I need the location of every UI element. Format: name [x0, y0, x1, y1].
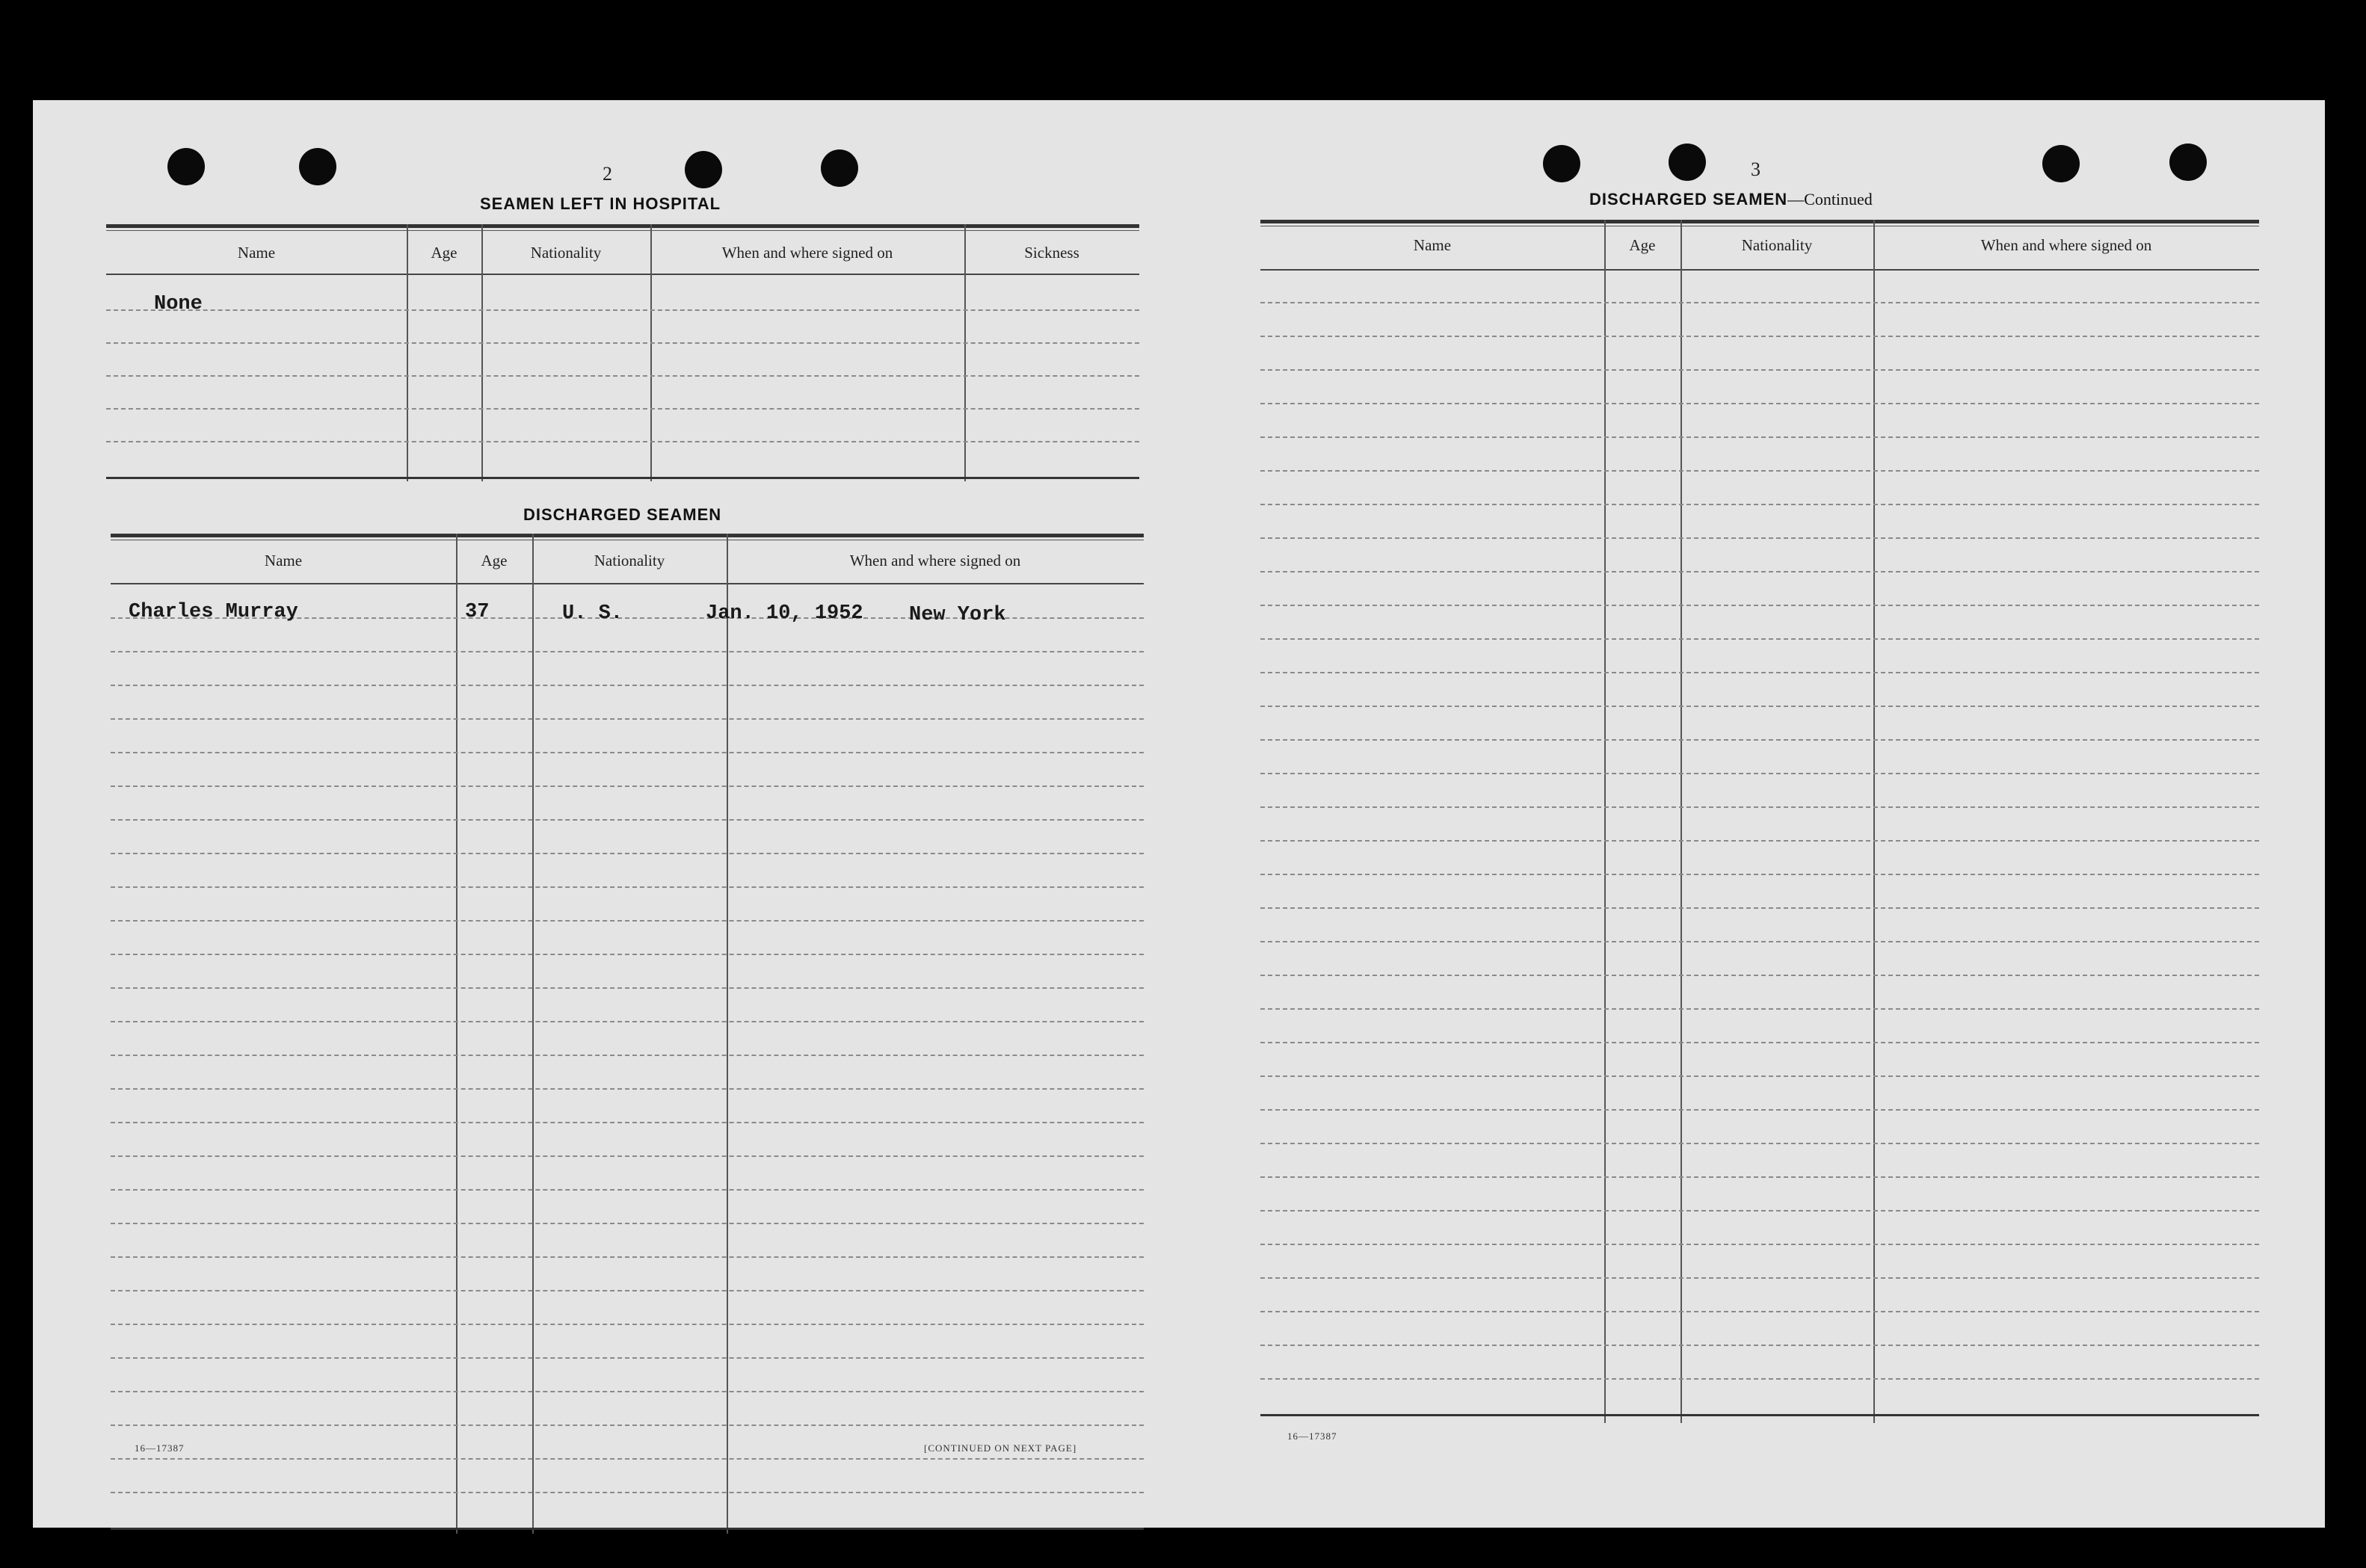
- discharged-continued-table: [1260, 220, 2259, 1423]
- punch-hole: [299, 148, 336, 185]
- punch-hole: [1669, 143, 1706, 181]
- continued-header-name: Name: [1413, 236, 1452, 254]
- right-title-text: DISCHARGED SEAMEN: [1589, 190, 1788, 209]
- discharged-header-name: Name: [264, 552, 303, 570]
- punch-hole: [167, 148, 205, 185]
- seaman-age: 37: [465, 601, 490, 623]
- punch-hole: [2169, 143, 2207, 181]
- continued-header-age: Age: [1629, 236, 1656, 254]
- punch-hole: [2042, 145, 2080, 182]
- discharged-table: [111, 534, 1144, 1534]
- continued-header-nationality: Nationality: [1741, 236, 1813, 254]
- hospital-table: [106, 224, 1139, 481]
- hospital-entry-none: None: [154, 293, 203, 315]
- discharged-header-signed-on: When and where signed on: [849, 552, 1021, 570]
- seaman-signed-place: New York: [909, 604, 1006, 626]
- right-page-number: 3: [1751, 158, 1760, 180]
- right-section-title: [1589, 190, 1873, 209]
- seaman-nationality: U. S.: [562, 602, 623, 625]
- seaman-signed-date: Jan. 10, 1952: [706, 602, 863, 625]
- document-sheet: [33, 100, 2325, 1528]
- hospital-header-nationality: Nationality: [530, 244, 602, 262]
- right-form-number: 16—17387: [1287, 1430, 1337, 1442]
- hospital-header-name: Name: [237, 244, 276, 262]
- right-title-suffix: —Continued: [1787, 190, 1873, 209]
- hospital-header-sickness: Sickness: [1024, 244, 1079, 262]
- hospital-section-title: SEAMEN LEFT IN HOSPITAL: [480, 194, 721, 213]
- left-page-number: 2: [603, 163, 612, 185]
- seaman-name: Charles Murray: [129, 601, 298, 623]
- discharged-header-age: Age: [481, 552, 508, 570]
- hospital-header-age: Age: [431, 244, 458, 262]
- punch-hole: [821, 149, 858, 187]
- discharged-section-title: DISCHARGED SEAMEN: [523, 505, 722, 524]
- punch-hole: [685, 151, 722, 188]
- continued-note: [CONTINUED ON NEXT PAGE]: [924, 1442, 1077, 1454]
- discharged-header-nationality: Nationality: [594, 552, 665, 570]
- continued-header-signed-on: When and where signed on: [1980, 236, 2152, 254]
- left-form-number: 16—17387: [135, 1442, 185, 1454]
- hospital-header-signed-on: When and where signed on: [721, 244, 893, 262]
- punch-hole: [1543, 145, 1580, 182]
